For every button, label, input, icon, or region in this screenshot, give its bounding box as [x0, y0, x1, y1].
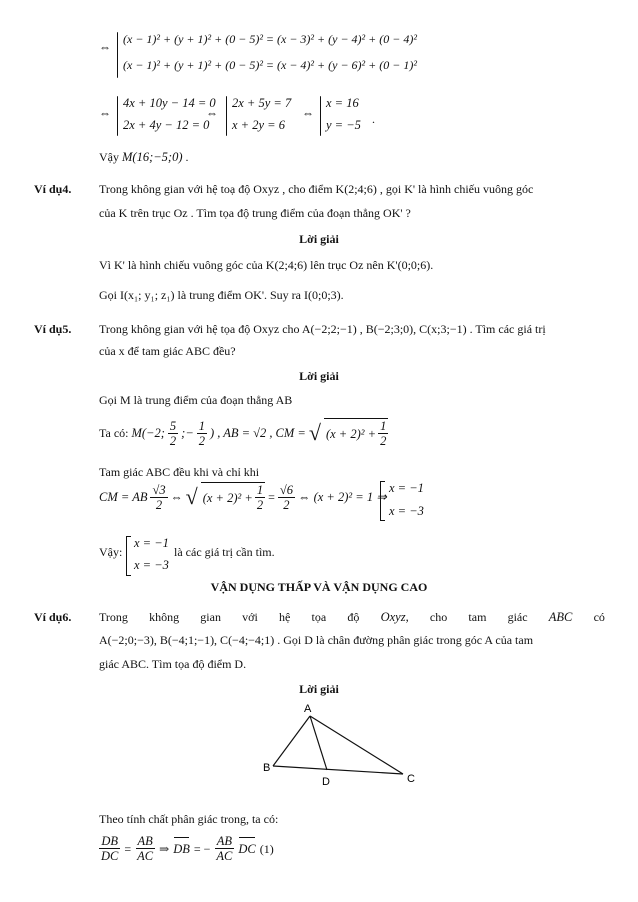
cases-bracket — [126, 536, 131, 576]
fraction-one-half: $\frac{1}{2}$ — [198, 418, 206, 448]
system2c-eq2: y = −5 — [326, 118, 361, 132]
system-brace — [226, 96, 227, 136]
side-ab — [273, 716, 310, 766]
side-bc — [273, 766, 403, 774]
bisector-ad — [310, 716, 327, 770]
example-4-solution-title: Lời giải — [299, 232, 339, 246]
section-title: VẬN DỤNG THẤP VÀ VẬN DỤNG CAO — [210, 580, 428, 594]
system1-eq1: (x − 1)² + (y + 1)² + (0 − 5)² = (x − 3)² + (y − 4)² + (0 − 4)² — [123, 32, 417, 46]
fraction-ab-ac: $\frac{AB}{AC}$ — [137, 834, 154, 863]
bisector-ratio-equation: $\frac{DB}{DC}$ = $\frac{AB}{AC}$ ⇒ DB = − $\frac{AB}{AC}$ DC (1) — [101, 834, 274, 863]
example-6-label: Ví dụ6. — [34, 610, 72, 624]
midpoint-open: M(−2; — [131, 426, 165, 440]
example-5-line1: Trong không gian với hệ tọa độ Oxyz cho A(−2;2;−1) , B(−2;3;0), C(x;3;−1) . Tìm các giá trị — [99, 322, 546, 336]
example-4-line2: của K trên trục Oz . Tìm tọa độ trung điểm của đoạn thẳng OK' ? — [99, 206, 411, 220]
example-4-solution-2: Gọi I(x₁; y₁; z₁) là trung điểm OK'. Suy ra I(0;0;3). — [99, 288, 344, 302]
equilateral-equation: CM = AB $\frac{√3}{2}$ ⇔ √ (x + 2)² + $\frac{1}{2}$ = $\frac{√6}{2}$ ⇔ (x + 2)² = 1 ⇒ — [99, 482, 387, 512]
vector-arrow — [239, 837, 254, 838]
system-brace — [320, 96, 321, 136]
conclusion-end: . — [185, 150, 189, 164]
case-1: x = −1 — [389, 481, 424, 495]
fraction-five-halves: $\frac{5}{2}$ — [169, 418, 177, 448]
equation-number: (1) — [259, 841, 274, 856]
period: . — [372, 112, 375, 126]
side-ac — [310, 716, 403, 774]
midpoint-close: ) — [210, 426, 215, 440]
example-6-solution-title: Lời giải — [299, 682, 339, 696]
example-4-solution-1: Vì K' là hình chiếu vuông góc của K(2;4;6) lên trục Oz nên K'(0;0;6). — [99, 258, 434, 272]
equivalence-arrow: ⇔ — [99, 40, 111, 54]
system2b-eq1: 2x + 5y = 7 — [232, 96, 292, 110]
conclusion-point: M(16;−5;0) — [122, 150, 183, 164]
vay-case-1: x = −1 — [134, 536, 169, 550]
system-brace — [117, 96, 118, 136]
example-6-line3: giác ABC. Tìm tọa độ điểm D. — [99, 657, 247, 671]
system2a-eq1: 4x + 10y − 14 = 0 — [123, 96, 216, 110]
cases-bracket — [380, 481, 385, 521]
fraction-ab-ac-2: $\frac{AB}{AC}$ — [216, 834, 233, 863]
sqrt-symbol: √ — [308, 420, 321, 445]
equivalence-arrow: ⇔ — [99, 106, 111, 120]
example-5-solution-title: Lời giải — [299, 369, 339, 383]
conclusion-vay: Vậy: — [99, 545, 123, 559]
fraction-db-dc: $\frac{DB}{DC}$ — [101, 834, 119, 863]
label-c: C — [407, 773, 415, 785]
equivalence-arrow: ⇔ — [302, 106, 314, 120]
vay-case-2: x = −3 — [134, 558, 169, 572]
vay-end: là các giá trị cần tìm. — [174, 545, 275, 559]
label-b: B — [263, 762, 271, 774]
bisector-property: Theo tính chất phân giác trong, ta có: — [99, 812, 279, 826]
system2a-eq2: 2x + 4y − 12 = 0 — [123, 118, 210, 132]
system-brace — [117, 32, 118, 78]
sqrt-symbol: √ — [185, 484, 198, 509]
label-d: D — [322, 776, 330, 788]
conclusion-prefix: Vậy — [99, 150, 119, 164]
cm-label: CM = — [275, 426, 306, 440]
vector-db: DB — [173, 842, 190, 856]
example-4-label: Ví dụ4. — [34, 182, 72, 196]
midpoint-sep: ;− — [181, 426, 194, 440]
midpoint-formula — [99, 418, 388, 448]
example-5-label: Ví dụ5. — [34, 322, 72, 336]
case-2: x = −3 — [389, 504, 424, 518]
triangle-bisector-figure — [255, 700, 430, 790]
vector-arrow — [174, 837, 189, 838]
example-6-line2: A(−2;0;−3), B(−4;1;−1), C(−4;−4;1) . Gọi D là chân đường phân giác trong góc A của tam — [99, 633, 534, 647]
system1-eq2: (x − 1)² + (y + 1)² + (0 − 5)² = (x − 4)² + (y − 6)² + (0 − 1)² — [123, 58, 417, 72]
example-6-line1: Trong không gian với hệ tọa độ Oxyz, cho tam giác ABC có — [99, 610, 605, 624]
fraction-root6-over-2: $\frac{√6}{2}$ — [279, 482, 293, 512]
fraction-root3-over-2: $\frac{√3}{2}$ — [152, 482, 166, 512]
label-a: A — [304, 703, 312, 715]
vector-dc: DC — [238, 842, 255, 856]
ta-co-label: Ta có: — [99, 426, 129, 440]
example-4-line1: Trong không gian với hệ toạ độ Oxyz , cho điểm K(2;4;6) , gọi K' là hình chiếu vuông góc — [99, 182, 534, 196]
system2c-eq1: x = 16 — [326, 96, 359, 110]
equilateral-condition: Tam giác ABC đều khi và chỉ khi — [99, 465, 260, 479]
equivalence-arrow: ⇔ — [206, 106, 218, 120]
system2b-eq2: x + 2y = 6 — [232, 118, 285, 132]
example-5-line2: của x để tam giác ABC đều? — [99, 344, 236, 358]
conclusion — [99, 150, 189, 164]
example-5-solution-1: Gọi M là trung điểm của đoạn thẳng AB — [99, 393, 293, 407]
ab-length: , AB = √2 , — [217, 426, 273, 440]
cm-radicand: (x + 2)² + $\frac{1}{2}$ — [325, 419, 387, 448]
